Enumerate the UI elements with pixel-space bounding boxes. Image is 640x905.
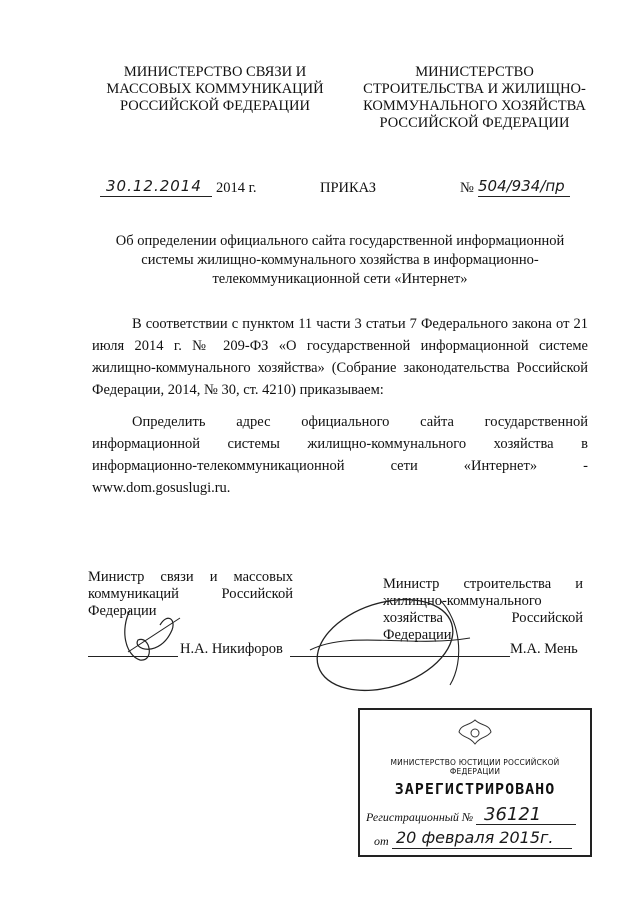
signature-right-line: хозяйства Российской — [383, 610, 583, 626]
signature-left-name: Н.А. Никифоров — [180, 641, 283, 657]
header-left-line: МАССОВЫХ КОММУНИКАЦИЙ — [106, 81, 324, 97]
stamp-from-date: 20 февраля 2015г. — [396, 828, 554, 847]
title-line: телекоммуникационной сети «Интернет» — [212, 271, 468, 287]
title-line: Об определении официального сайта государственной информационной — [115, 233, 565, 249]
header-right-line: РОССИЙСКОЙ ФЕДЕРАЦИИ — [379, 115, 570, 131]
order-type: ПРИКАЗ — [320, 180, 377, 196]
header-left-line: РОССИЙСКОЙ ФЕДЕРАЦИИ — [120, 98, 310, 114]
order-number — [460, 178, 580, 200]
order-date — [100, 178, 270, 200]
stamp-reg-number: 36121 — [484, 804, 542, 825]
signature-right-line: Министр строительства и — [383, 576, 583, 592]
document-title — [95, 232, 585, 289]
order-date-handwritten: 30.12.2014 — [106, 177, 202, 195]
stamp-reg-label: Регистрационный № — [366, 810, 474, 824]
signature-left-line: Федерации — [88, 603, 157, 619]
title-line: системы жилищно-коммунального хозяйства в информационно- — [141, 252, 539, 268]
signature-right-name: М.А. Мень — [510, 641, 578, 657]
order-date-year: 2014 г. — [216, 180, 257, 196]
registration-stamp — [358, 708, 592, 857]
header-right-line: МИНИСТЕРСТВО — [415, 64, 534, 80]
signature-right-scribble — [290, 590, 490, 700]
signature-left-line: Министр связи и массовых — [88, 569, 293, 585]
stamp-registered: ЗАРЕГИСТРИРОВАНО — [394, 780, 556, 798]
stamp-ministry: МИНИСТЕРСТВО ЮСТИЦИИ РОССИЙСКОЙ ФЕДЕРАЦИИ — [390, 758, 560, 776]
order-number-handwritten: 504/934/пр — [478, 177, 565, 195]
body-paragraph-2: Определить адрес официального сайта государственной информационной системы жилищно-коммунального хозяйства в информационно-телекоммуникационной сети «Интернет» - www.dom.gosuslugi.ru. — [92, 414, 588, 496]
header-left-line: МИНИСТЕРСТВО СВЯЗИ И — [123, 64, 307, 80]
signature-left-line: коммуникаций Российской — [88, 586, 293, 602]
signature-right-line: Федерации — [383, 627, 452, 643]
signature-right-line: жилищно-коммунального — [383, 593, 542, 609]
header-right-line: КОММУНАЛЬНОГО ХОЗЯЙСТВА — [363, 98, 586, 114]
header-left-ministry — [95, 64, 335, 115]
stamp-reg-row — [366, 806, 584, 826]
stamp-from-label: от — [374, 834, 389, 848]
stamp-from-row — [366, 830, 584, 852]
body-paragraph-1: В соответствии с пунктом 11 части 3 статьи 7 Федерального закона от 21 июля 2014 г. № 209-ФЗ «О государственной информационной системе жилищно-коммунального хозяйства» (Собрание законодательства Российской Федерации, 2014, № 30, ст. 4210) приказываем: — [92, 316, 588, 398]
signature-left-scribble — [110, 600, 190, 670]
header-right-line: СТРОИТЕЛЬСТВА И ЖИЛИЩНО- — [363, 81, 586, 97]
order-number-prefix: № — [460, 180, 474, 196]
header-right-ministry — [352, 64, 597, 132]
emblem-icon — [455, 716, 495, 750]
